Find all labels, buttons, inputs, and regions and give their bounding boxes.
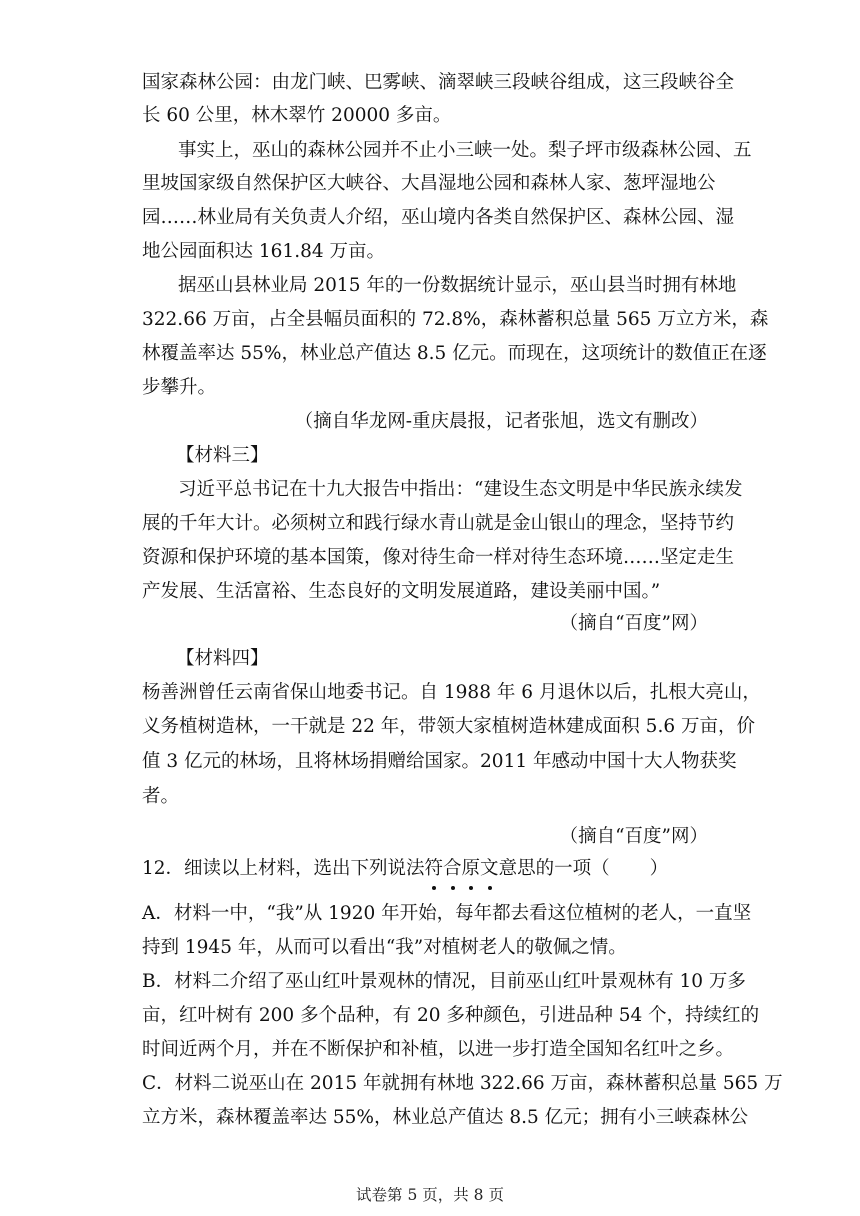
- option-c-line-2: 立方米，森林覆盖率达 55%，林业总产值达 8.5 亿元；拥有小三峡森林公: [142, 1107, 749, 1128]
- material2-line-1: 国家森林公园：由龙门峡、巴雾峡、滴翠峡三段峡谷组成，这三段峡谷全: [142, 72, 735, 93]
- material4-line-1: 杨善洲曾任云南省保山地委书记。自 1988 年 6 月退休以后，扎根大亮山，: [142, 682, 761, 703]
- question-stem-close: ）: [649, 858, 669, 879]
- material3-heading: 【材料三】: [176, 445, 269, 466]
- emphasis-dot: [488, 886, 492, 890]
- material3-line-3: 资源和保护环境的基本国策，像对待生命一样对待生态环境……坚定走生: [142, 547, 735, 568]
- material3-line-1: 习近平总书记在十九大报告中指出：“建设生态文明是中华民族永续发: [178, 479, 743, 500]
- option-b-line-3: 时间近两个月，并在不断保护和补植，以进一步打造全国知名红叶之乡。: [142, 1039, 735, 1060]
- material4-heading: 【材料四】: [176, 648, 269, 669]
- material4-source: （摘自“百度”网）: [559, 826, 708, 847]
- material2-line-10: 步攀升。: [142, 377, 217, 398]
- material2-line-7: 据巫山县林业局 2015 年的一份数据统计显示，巫山县当时拥有林地: [178, 275, 737, 296]
- page-footer: 试卷第 5 页，共 8 页: [356, 1186, 504, 1204]
- material3-line-2: 展的千年大计。必须树立和践行绿水青山就是金山银山的理念，坚持节约: [142, 513, 735, 534]
- material2-line-3: 事实上，巫山的森林公园并不止小三峡一处。梨子坪市级森林公园、五: [178, 140, 752, 161]
- emphasis-dotted-text: 符合原文: [425, 857, 499, 881]
- question-stem-suffix: 意思的一项（: [498, 858, 610, 879]
- material2-line-9: 林覆盖率达 55%，林业总产值达 8.5 亿元。而现在，这项统计的数值正在逐: [142, 343, 767, 364]
- material2-source: （摘自华龙网-重庆晨报，记者张旭，选文有删改）: [294, 411, 708, 432]
- material2-line-5: 园……林业局有关负责人介绍，巫山境内各类自然保护区、森林公园、湿: [142, 207, 735, 228]
- emphasis-dot: [451, 886, 455, 890]
- question-12-stem: [142, 857, 668, 881]
- option-a-line-2: 持到 1945 年，从而可以看出“我”对植树老人的敬佩之情。: [142, 937, 627, 958]
- material4-line-3: 值 3 亿元的林场，且将林场捐赠给国家。2011 年感动中国十大人物获奖: [142, 751, 737, 772]
- material2-line-8: 322.66 万亩，占全县幅员面积的 72.8%，森林蓄积总量 565 万立方米，森: [142, 309, 769, 330]
- option-c-line-1: C．材料二说巫山在 2015 年就拥有林地 322.66 万亩，森林蓄积总量 565 万: [142, 1073, 783, 1094]
- question-stem-prefix: 12．细读以上材料，选出下列说法: [142, 858, 425, 879]
- option-b-line-2: 亩，红叶树有 200 多个品种，有 20 多种颜色，引进品种 54 个，持续红的: [142, 1005, 760, 1026]
- emphasis-dot: [469, 886, 473, 890]
- option-a-line-1: A．材料一中，“我”从 1920 年开始，每年都去看这位植树的老人，一直坚: [142, 903, 752, 924]
- material3-line-4: 产发展、生活富裕、生态良好的文明发展道路，建设美丽中国。”: [142, 581, 661, 602]
- option-b-line-1: B．材料二介绍了巫山红叶景观林的情况，目前巫山红叶景观林有 10 万多: [142, 971, 746, 992]
- emphasis-dot: [432, 886, 436, 890]
- material4-line-2: 义务植树造林，一干就是 22 年，带领大家植树造林建成面积 5.6 万亩，价: [142, 716, 755, 737]
- material2-line-2: 长 60 公里，林木翠竹 20000 多亩。: [142, 105, 452, 126]
- material4-line-4: 者。: [142, 786, 180, 807]
- material2-line-6: 地公园面积达 161.84 万亩。: [142, 241, 385, 262]
- material3-source: （摘自“百度”网）: [559, 613, 708, 634]
- material2-line-4: 里坡国家级自然保护区大峡谷、大昌湿地公园和森林人家、葱坪湿地公: [142, 173, 716, 194]
